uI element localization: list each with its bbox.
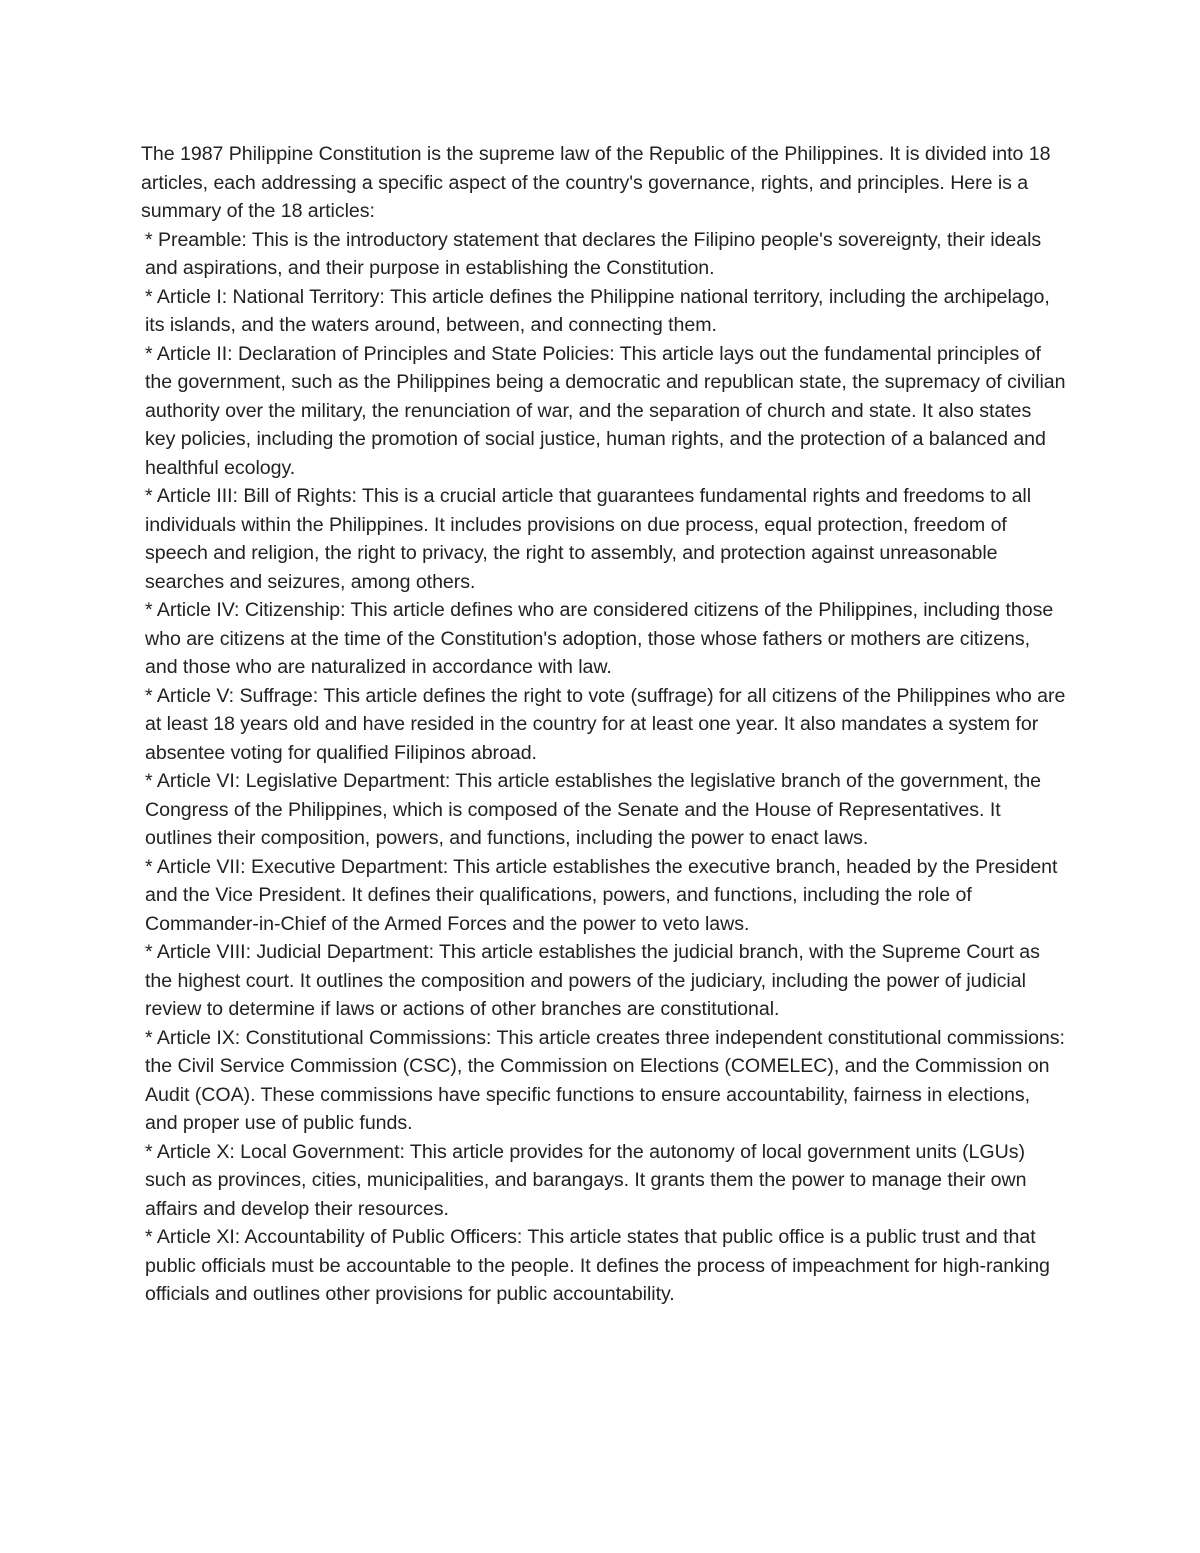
intro-paragraph: The 1987 Philippine Constitution is the supreme law of the Republic of the Philippines. It is divided into 18 articles, each addressing a specific aspect of the country's governance, rights, and principles. Here is a summary of the 18 articles: [141,143,1051,222]
summary-item-article-3: * Article III: Bill of Rights: This is a crucial article that guarantees fundamental rights and freedoms to all individuals within the Philippines. It includes provisions on due process, equal protection, freedom of speech and religion, the right to privacy, the right to assembly, and protection against unreasonable searches and seizures, among others. [145,485,1032,593]
summary-item-article-8: * Article VIII: Judicial Department: This article establishes the judicial branch, with the Supreme Court as the highest court. It outlines the composition and powers of the judiciary, including the power of judicial review to determine if laws or actions of other branches are constitutional. [145,941,1040,1020]
summary-item-article-11: * Article XI: Accountability of Public Officers: This article states that public office is a public trust and that public officials must be accountable to the people. It defines the process of impeachment for high-ranking officials and outlines other provisions for public accountability. [145,1226,1050,1305]
summary-item-article-9: * Article IX: Constitutional Commissions: This article creates three independent constitutional commissions: the Civil Service Commission (CSC), the Commission on Elections (COMELEC), and the Commission on Audit (COA). These commissions have specific functions to ensure accountability, fairness in elections, and proper use of public funds. [145,1026,1065,1134]
summary-item-article-4: * Article IV: Citizenship: This article defines who are considered citizens of the Philippines, including those who are citizens at the time of the Constitution's adoption, those whose fathers or mothers are citizens, and those who are naturalized in accordance with law. [145,599,1054,678]
summary-item-article-10: * Article X: Local Government: This article provides for the autonomy of local government units (LGUs) such as provinces, cities, municipalities, and barangays. It grants them the power to manage their own affairs and develop their resources. [145,1140,1027,1220]
summary-item-preamble: * Preamble: This is the introductory statement that declares the Filipino people's sovereignty, their ideals and aspirations, and their purpose in establishing the Constitution. [145,228,1042,279]
summary-item-article-1: * Article I: National Territory: This article defines the Philippine national territory, including the archipelago, its islands, and the waters around, between, and connecting them. [145,285,1050,336]
document-body [141,140,1066,1309]
summary-item-article-6: * Article VI: Legislative Department: This article establishes the legislative branch of the government, the Congress of the Philippines, which is composed of the Senate and the House of Representatives. It outlines their composition, powers, and functions, including the power to enact laws. [145,770,1042,849]
summary-item-article-2: * Article II: Declaration of Principles and State Policies: This article lays out the fundamental principles of the government, such as the Philippines being a democratic and republican state, the supremacy of civilian authority over the military, the renunciation of war, and the separation of church and state. It also states key policies, including the promotion of social justice, human rights, and the protection of a balanced and healthful ecology. [145,342,1066,479]
summary-item-article-7: * Article VII: Executive Department: This article establishes the executive branch, headed by the President and the Vice President. It defines their qualifications, powers, and functions, including the role of Commander-in-Chief of the Armed Forces and the power to veto laws. [145,855,1058,935]
summary-item-article-5: * Article V: Suffrage: This article defines the right to vote (suffrage) for all citizens of the Philippines who are at least 18 years old and have resided in the country for at least one year. It also mandates a system for absentee voting for qualified Filipinos abroad. [145,684,1066,764]
